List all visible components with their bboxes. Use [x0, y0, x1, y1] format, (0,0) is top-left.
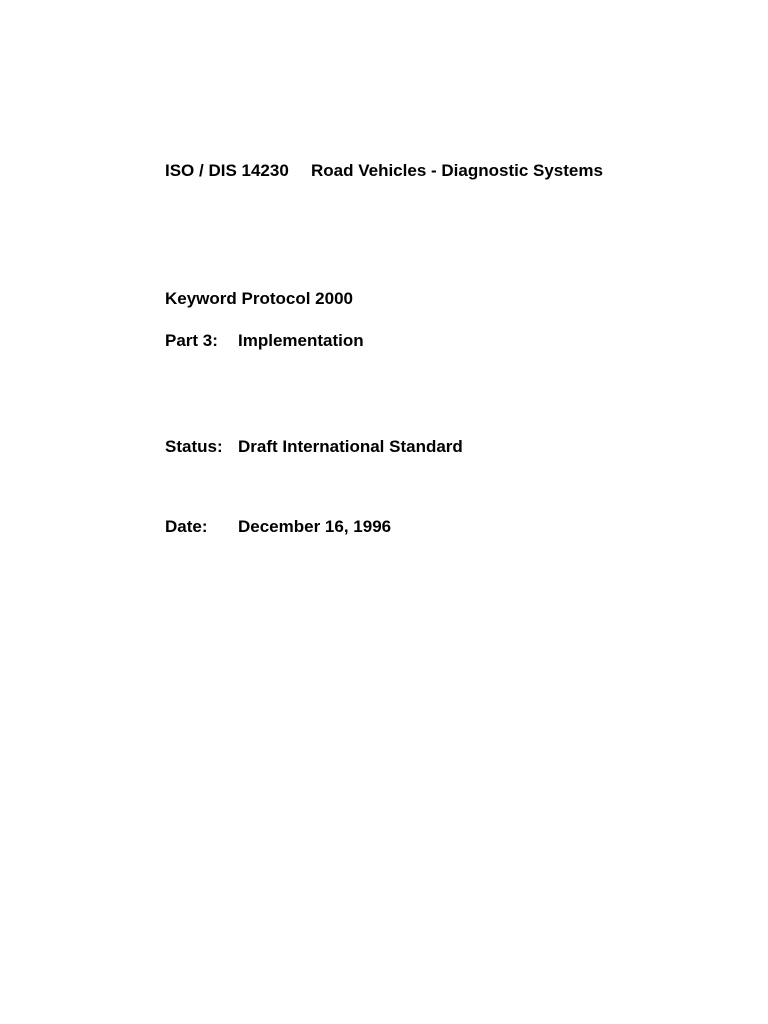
- date-value: December 16, 1996: [238, 517, 392, 536]
- part-row: [165, 331, 364, 351]
- date-label: Date:: [165, 517, 208, 536]
- protocol-name: Keyword Protocol 2000: [165, 289, 354, 308]
- document-id: ISO / DIS 14230: [165, 161, 289, 180]
- status-row: [165, 437, 463, 457]
- part-label: Part 3:: [165, 331, 218, 350]
- document-title: [165, 161, 603, 181]
- document-subject: Road Vehicles - Diagnostic Systems: [311, 161, 603, 180]
- status-label: Status:: [165, 437, 223, 456]
- part-value: Implementation: [238, 331, 364, 350]
- status-value: Draft International Standard: [238, 437, 463, 456]
- date-row: [165, 517, 391, 537]
